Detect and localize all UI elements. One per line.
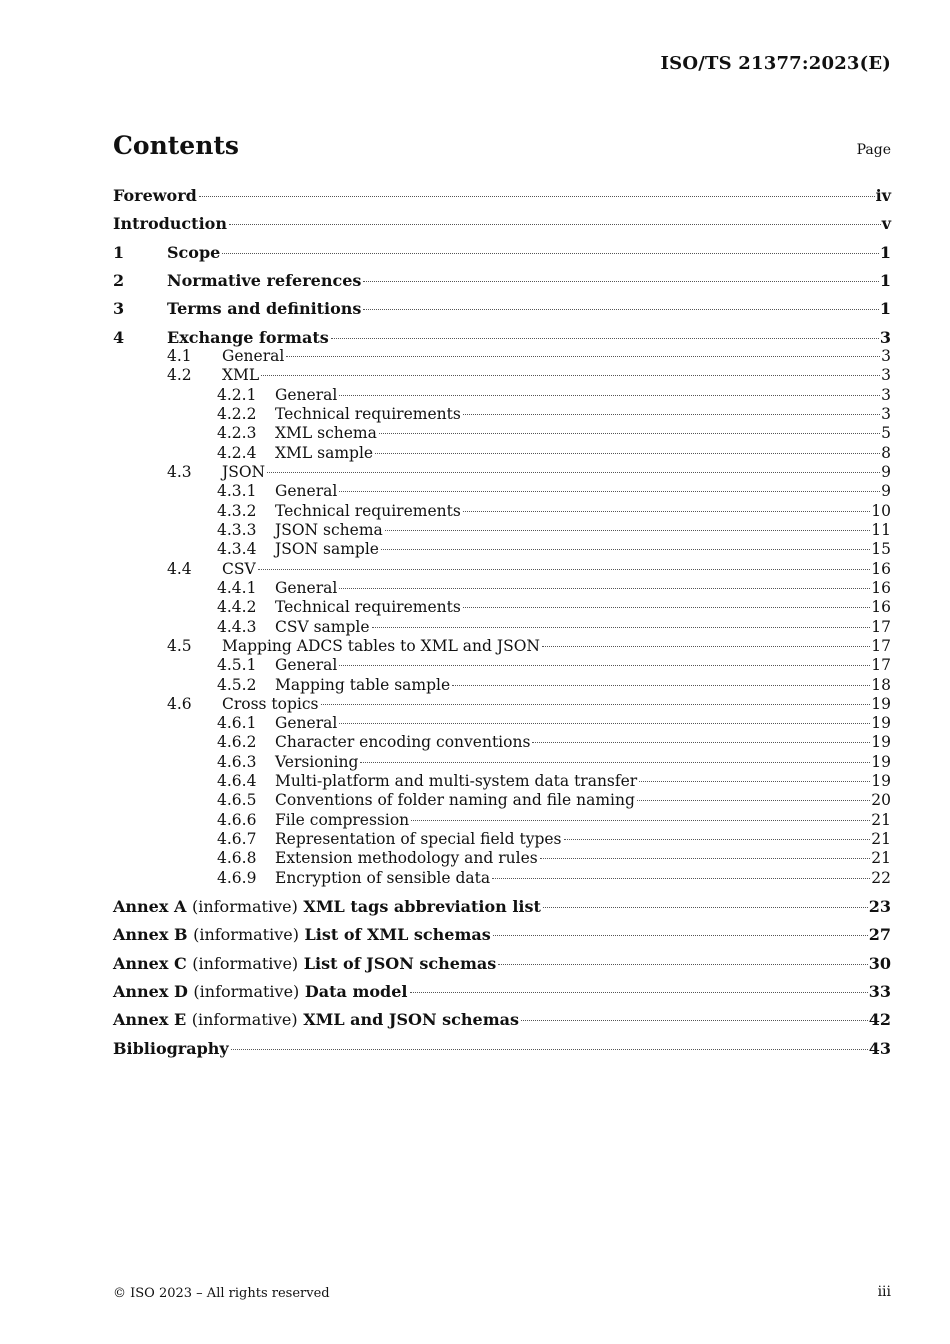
toc-entry-page: 21 bbox=[871, 849, 891, 867]
toc-entry-label: Technical requirements bbox=[275, 598, 461, 616]
toc-entry-label: XML sample bbox=[275, 444, 374, 462]
dot-leader bbox=[463, 607, 870, 608]
dot-leader bbox=[363, 309, 878, 310]
annex-title: XML tags abbreviation list bbox=[303, 897, 541, 916]
toc-entry-number: 4.6.4 bbox=[217, 772, 257, 790]
toc-entry-page: 18 bbox=[871, 676, 891, 694]
toc-entry-page: 22 bbox=[871, 869, 891, 887]
annex-informative: (informative) bbox=[191, 897, 298, 916]
toc-entry-number: 4.4.3 bbox=[217, 618, 257, 636]
toc-entry[interactable] bbox=[113, 733, 891, 753]
dot-leader bbox=[372, 627, 871, 628]
annex-entry-label bbox=[113, 897, 541, 916]
toc-entry-label: Representation of special field types bbox=[275, 830, 562, 848]
toc-entry-page: 9 bbox=[881, 463, 891, 481]
toc-entry-label: General bbox=[275, 579, 338, 597]
toc-entry-number: 4.3.3 bbox=[217, 521, 257, 539]
toc-entry[interactable] bbox=[113, 560, 891, 580]
toc-entry[interactable] bbox=[113, 405, 891, 425]
toc-entry-page: 15 bbox=[871, 540, 891, 558]
annex-title: List of XML schemas bbox=[304, 925, 491, 944]
toc-entry[interactable] bbox=[113, 463, 891, 483]
page-title: Contents bbox=[113, 131, 240, 160]
toc-entry-label: General bbox=[222, 347, 285, 365]
annex-prefix: Annex A bbox=[113, 897, 187, 916]
toc-entry-page: 1 bbox=[879, 243, 891, 262]
toc-entry-page: 19 bbox=[871, 753, 891, 771]
toc-entry-label: JSON sample bbox=[275, 540, 379, 558]
dot-leader bbox=[463, 511, 870, 512]
toc-entry-page: 3 bbox=[881, 405, 891, 423]
dot-leader bbox=[222, 253, 879, 254]
toc-entry-page: 19 bbox=[871, 772, 891, 790]
toc-entry-page: 1 bbox=[879, 299, 891, 318]
annex-informative: (informative) bbox=[193, 982, 300, 1001]
toc-entry-page: 3 bbox=[881, 347, 891, 365]
toc-entry[interactable] bbox=[113, 714, 891, 734]
toc-entry-number: 4.6.8 bbox=[217, 849, 257, 867]
toc-entry-page: 5 bbox=[881, 424, 891, 442]
annex-prefix: Annex B bbox=[113, 925, 188, 944]
dot-leader bbox=[339, 665, 870, 666]
toc-entry-label: Character encoding conventions bbox=[275, 733, 531, 751]
dot-leader bbox=[375, 453, 880, 454]
toc-entry[interactable] bbox=[113, 618, 891, 638]
toc-entry-number: 2 bbox=[113, 271, 125, 290]
toc-entry-page: 16 bbox=[871, 560, 891, 578]
toc-entry[interactable] bbox=[113, 386, 891, 406]
dot-leader bbox=[639, 781, 870, 782]
toc-entry-page: v bbox=[881, 214, 891, 233]
annex-entry-page: 27 bbox=[868, 925, 891, 944]
toc-entry-number: 4.2.4 bbox=[217, 444, 257, 462]
toc-entry[interactable] bbox=[113, 424, 891, 444]
toc-entry[interactable] bbox=[113, 521, 891, 541]
toc-entry-label: JSON schema bbox=[275, 521, 383, 539]
toc-entry-number: 4.4.1 bbox=[217, 579, 257, 597]
toc-entry-page: 17 bbox=[871, 656, 891, 674]
toc-entry-number: 4.1 bbox=[167, 347, 192, 365]
dot-leader bbox=[543, 907, 868, 908]
dot-leader bbox=[229, 224, 881, 225]
toc-entry[interactable] bbox=[113, 502, 891, 522]
toc-entry-number: 4.6.5 bbox=[217, 791, 257, 809]
toc-entry[interactable] bbox=[113, 791, 891, 811]
dot-leader bbox=[452, 685, 870, 686]
toc-entry[interactable] bbox=[113, 347, 891, 367]
toc-entry-number: 4.3 bbox=[167, 463, 192, 481]
toc-entry-page: 21 bbox=[871, 830, 891, 848]
bibliography-page: 43 bbox=[868, 1039, 891, 1058]
toc-entry-label: Encryption of sensible data bbox=[275, 869, 491, 887]
dot-leader bbox=[258, 569, 871, 570]
toc-entry[interactable] bbox=[113, 637, 891, 657]
toc-entry-page: 3 bbox=[881, 366, 891, 384]
dot-leader bbox=[363, 281, 878, 282]
dot-leader bbox=[199, 196, 875, 197]
annex-title: List of JSON schemas bbox=[303, 954, 497, 973]
bibliography-entry[interactable] bbox=[113, 1039, 891, 1059]
annex-entry[interactable] bbox=[113, 1010, 891, 1030]
toc-entry[interactable] bbox=[113, 811, 891, 831]
toc-entry[interactable] bbox=[113, 676, 891, 696]
annex-entry-label bbox=[113, 925, 491, 944]
annex-entry-page: 42 bbox=[868, 1010, 891, 1029]
annex-entry-page: 30 bbox=[868, 954, 891, 973]
toc-entry[interactable] bbox=[113, 366, 891, 386]
dot-leader bbox=[542, 646, 870, 647]
toc-entry-number: 4.5 bbox=[167, 637, 192, 655]
toc-entry[interactable] bbox=[113, 482, 891, 502]
toc-entry-number: 4.2.1 bbox=[217, 386, 257, 404]
toc-entry-number: 4.5.2 bbox=[217, 676, 257, 694]
toc-entry-number: 4.2.2 bbox=[217, 405, 257, 423]
toc-entry[interactable] bbox=[113, 540, 891, 560]
toc-entry-label: Conventions of folder naming and file naming bbox=[275, 791, 635, 809]
toc-entry-number: 4.3.1 bbox=[217, 482, 257, 500]
annex-entry[interactable] bbox=[113, 925, 891, 945]
toc-entry-number: 4.2 bbox=[167, 366, 192, 384]
annex-entry[interactable] bbox=[113, 982, 891, 1002]
toc-entry-page: iv bbox=[875, 186, 891, 205]
page-number: iii bbox=[877, 1284, 891, 1300]
toc-entry-number: 4.6.7 bbox=[217, 830, 257, 848]
dot-leader bbox=[381, 549, 870, 550]
toc-entry-label: General bbox=[275, 386, 338, 404]
dot-leader bbox=[498, 964, 867, 965]
toc-entry[interactable] bbox=[113, 656, 891, 676]
dot-leader bbox=[321, 704, 871, 705]
annex-entry[interactable] bbox=[113, 954, 891, 974]
annex-entry-label bbox=[113, 1010, 519, 1029]
toc-entry-page: 19 bbox=[871, 733, 891, 751]
toc-entry-page: 8 bbox=[881, 444, 891, 462]
dot-leader bbox=[267, 472, 880, 473]
toc-entry-number: 3 bbox=[113, 299, 125, 318]
toc-entry-page: 3 bbox=[881, 386, 891, 404]
toc-entry[interactable] bbox=[113, 328, 891, 348]
dot-leader bbox=[410, 992, 868, 993]
toc-entry[interactable] bbox=[113, 772, 891, 792]
dot-leader bbox=[463, 414, 880, 415]
dot-leader bbox=[360, 762, 870, 763]
toc-entry-label: XML schema bbox=[275, 424, 377, 442]
dot-leader bbox=[385, 530, 871, 531]
toc-entry[interactable] bbox=[113, 299, 891, 319]
toc-entry-label: Exchange formats bbox=[167, 328, 329, 347]
toc-entry-number: 4.6.6 bbox=[217, 811, 257, 829]
toc-entry-label: Cross topics bbox=[222, 695, 319, 713]
toc-entry-number: 4.6.1 bbox=[217, 714, 257, 732]
toc-entry-label: General bbox=[275, 714, 338, 732]
annex-entry-label bbox=[113, 982, 408, 1001]
toc-entry-number: 4.3.4 bbox=[217, 540, 257, 558]
toc-entry[interactable] bbox=[113, 214, 891, 234]
page-column-label: Page bbox=[856, 142, 891, 158]
toc-entry-page: 9 bbox=[881, 482, 891, 500]
dot-leader bbox=[339, 395, 880, 396]
toc-entry-number: 4.3.2 bbox=[217, 502, 257, 520]
toc-entry-label: Extension methodology and rules bbox=[275, 849, 538, 867]
annex-title: XML and JSON schemas bbox=[303, 1010, 520, 1029]
toc-entry[interactable] bbox=[113, 753, 891, 773]
dot-leader bbox=[379, 433, 880, 434]
toc-entry-label: Technical requirements bbox=[275, 405, 461, 423]
toc-entry-label: Technical requirements bbox=[275, 502, 461, 520]
dot-leader bbox=[331, 338, 879, 339]
dot-leader bbox=[261, 375, 880, 376]
bibliography-label: Bibliography bbox=[113, 1039, 229, 1058]
annex-entry-page: 33 bbox=[868, 982, 891, 1001]
toc-entry-number: 4 bbox=[113, 328, 125, 347]
toc-entry-label: Introduction bbox=[113, 214, 227, 233]
toc-entry[interactable] bbox=[113, 869, 891, 889]
annex-prefix: Annex D bbox=[113, 982, 188, 1001]
annex-title: Data model bbox=[304, 982, 408, 1001]
toc-entry-label: Foreword bbox=[113, 186, 197, 205]
toc-entry-label: CSV bbox=[222, 560, 256, 578]
toc-entry-number: 4.5.1 bbox=[217, 656, 257, 674]
toc-entry-number: 4.6.2 bbox=[217, 733, 257, 751]
toc-entry-page: 17 bbox=[871, 618, 891, 636]
toc-entry-number: 1 bbox=[113, 243, 125, 262]
toc-entry-label: XML bbox=[222, 366, 260, 384]
annex-informative: (informative) bbox=[193, 925, 299, 944]
copyright-notice: © ISO 2023 – All rights reserved bbox=[113, 1286, 330, 1301]
dot-leader bbox=[231, 1049, 868, 1050]
toc-entry[interactable] bbox=[113, 186, 891, 206]
toc-entry-number: 4.4.2 bbox=[217, 598, 257, 616]
toc-entry-page: 11 bbox=[871, 521, 891, 539]
dot-leader bbox=[411, 820, 870, 821]
dot-leader bbox=[564, 839, 871, 840]
toc-entry-label: Normative references bbox=[167, 271, 362, 290]
toc-entry[interactable] bbox=[113, 598, 891, 618]
toc-entry-page: 17 bbox=[871, 637, 891, 655]
toc-entry[interactable] bbox=[113, 849, 891, 869]
dot-leader bbox=[532, 742, 870, 743]
toc-entry-label: File compression bbox=[275, 811, 410, 829]
dot-leader bbox=[493, 935, 868, 936]
toc-entry-page: 16 bbox=[871, 579, 891, 597]
toc-entry-page: 19 bbox=[871, 695, 891, 713]
toc-entry-page: 10 bbox=[871, 502, 891, 520]
annex-entry[interactable] bbox=[113, 897, 891, 917]
dot-leader bbox=[540, 858, 871, 859]
dot-leader bbox=[339, 588, 870, 589]
toc-entry[interactable] bbox=[113, 830, 891, 850]
toc-entry-label: General bbox=[275, 656, 338, 674]
toc-entry-label: Multi-platform and multi-system data transfer bbox=[275, 772, 638, 790]
dot-leader bbox=[286, 356, 880, 357]
document-id: ISO/TS 21377:2023(E) bbox=[660, 53, 891, 74]
toc-entry[interactable] bbox=[113, 243, 891, 263]
toc-entry-page: 1 bbox=[879, 271, 891, 290]
toc-entry-number: 4.4 bbox=[167, 560, 192, 578]
toc-entry-label: JSON bbox=[222, 463, 266, 481]
toc-entry-number: 4.6 bbox=[167, 695, 192, 713]
annex-prefix: Annex E bbox=[113, 1010, 187, 1029]
toc-entry-label: Terms and definitions bbox=[167, 299, 362, 318]
toc-entry[interactable] bbox=[113, 695, 891, 715]
dot-leader bbox=[521, 1020, 868, 1021]
toc-entry-label: General bbox=[275, 482, 338, 500]
dot-leader bbox=[339, 491, 880, 492]
toc-entry-number: 4.6.3 bbox=[217, 753, 257, 771]
toc-entry[interactable] bbox=[113, 271, 891, 291]
toc-entry[interactable] bbox=[113, 579, 891, 599]
annex-informative: (informative) bbox=[192, 954, 299, 973]
annex-informative: (informative) bbox=[191, 1010, 298, 1029]
toc-entry-page: 21 bbox=[871, 811, 891, 829]
annex-prefix: Annex C bbox=[113, 954, 187, 973]
toc-entry-label: CSV sample bbox=[275, 618, 370, 636]
toc-entry-label: Mapping ADCS tables to XML and JSON bbox=[222, 637, 540, 655]
toc-entry[interactable] bbox=[113, 444, 891, 464]
toc-entry-page: 3 bbox=[879, 328, 891, 347]
annex-entry-page: 23 bbox=[868, 897, 891, 916]
toc-entry-page: 20 bbox=[871, 791, 891, 809]
dot-leader bbox=[339, 723, 870, 724]
annex-entry-label bbox=[113, 954, 496, 973]
toc-entry-number: 4.2.3 bbox=[217, 424, 257, 442]
toc-entry-page: 16 bbox=[871, 598, 891, 616]
dot-leader bbox=[637, 800, 870, 801]
toc-entry-label: Scope bbox=[167, 243, 221, 262]
toc-entry-label: Versioning bbox=[275, 753, 359, 771]
toc-entry-label: Mapping table sample bbox=[275, 676, 451, 694]
dot-leader bbox=[492, 878, 870, 879]
toc-entry-number: 4.6.9 bbox=[217, 869, 257, 887]
toc-entry-page: 19 bbox=[871, 714, 891, 732]
